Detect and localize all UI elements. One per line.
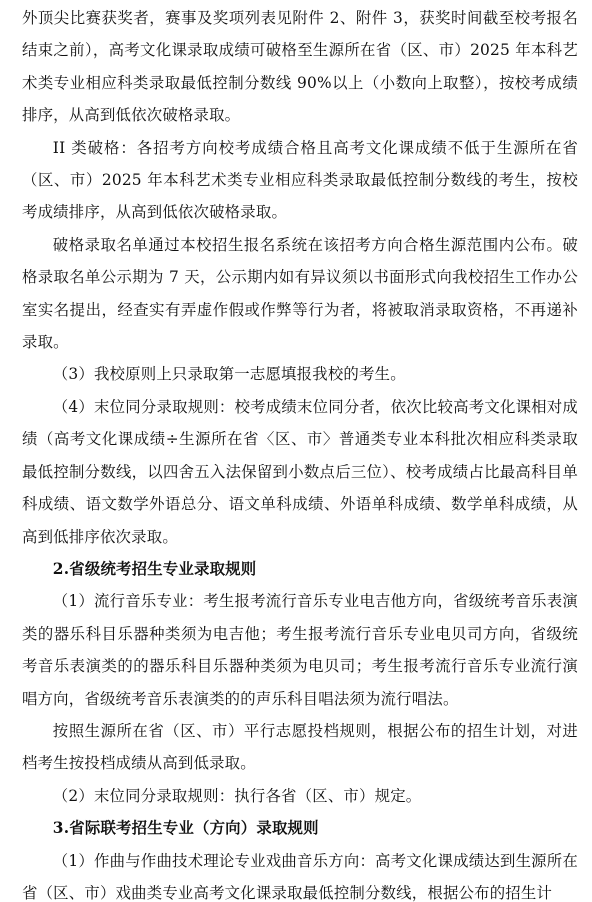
paragraph-exceptional-award-rule: 外顶尖比赛获奖者，赛事及奖项列表见附件 2、附件 3，获奖时间截至校考报名结束之前），高考文化课录取成绩可破格至生源所在省（区、市）2025 年本科艺术类专业相应科类录取最低控制分数线 90%以上（小数向上取整），按校考成绩排序，从高到低依次破格录取。 (22, 9, 578, 125)
paragraph-pop-music-rule: （1）流行音乐专业：考生报考流行音乐专业电吉他方向，省级统考音乐表演类的器乐科目乐器种类须为电吉他；考生报考流行音乐专业电贝司方向，省级统考音乐表演类的的器乐科目乐器种类须为电贝司；考生报考流行音乐专业流行演唱方向，省级统考音乐表演类的的声乐科目唱法须为流行唱法。 (22, 592, 578, 708)
paragraph-exception-list-publication: 破格录取名单通过本校招生报名系统在该招考方向合格生源范围内公布。破格录取名单公示期为 7 天，公示期内如有异议须以书面形式向我校招生工作办公室实名提出，经查实有弄虚作假或作弊等行为者，将被取消录取资格，不再递补录取。 (22, 235, 578, 352)
paragraph-class-ii-exception: II 类破格：各招考方向校考成绩合格且高考文化课成绩不低于生源所在省（区、市）2025 年本科艺术类专业相应科类录取最低控制分数线的考生，按校考成绩排序，从高到低依次破格录取。 (22, 138, 578, 222)
paragraph-opera-music-rule: （1）作曲与作曲技术理论专业戏曲音乐方向：高考文化课成绩达到生源所在省（区、市）戏曲类专业高考文化课录取最低控制分数线，根据公布的招生计 (22, 851, 578, 902)
paragraph-tie-break-rule: （4）末位同分录取规则：校考成绩末位同分者，依次比较高考文化课相对成绩（高考文化课成绩÷生源所在省〈区、市〉普通类专业本科批次相应科类录取最低控制分数线，以四舍五入法保留到小数点后三位）、校考成绩占比最高科目单科成绩、语文数学外语总分、语文单科成绩、外语单科成绩、数学单科成绩，从高到低排序依次录取。 (22, 397, 578, 546)
paragraph-provincial-tie-break: （2）末位同分录取规则：执行各省（区、市）规定。 (52, 786, 422, 805)
section-heading-interprovincial-exam: 3.省际联考招生专业（方向）录取规则 (52, 819, 319, 838)
paragraph-parallel-volunteer-rule: 按照生源所在省（区、市）平行志愿投档规则，根据公布的招生计划，对进档考生按投档成绩从高到低录取。 (22, 721, 578, 773)
paragraph-first-choice-rule: （3）我校原则上只录取第一志愿填报我校的考生。 (52, 365, 406, 384)
section-heading-provincial-exam: 2.省级统考招生专业录取规则 (52, 559, 257, 578)
